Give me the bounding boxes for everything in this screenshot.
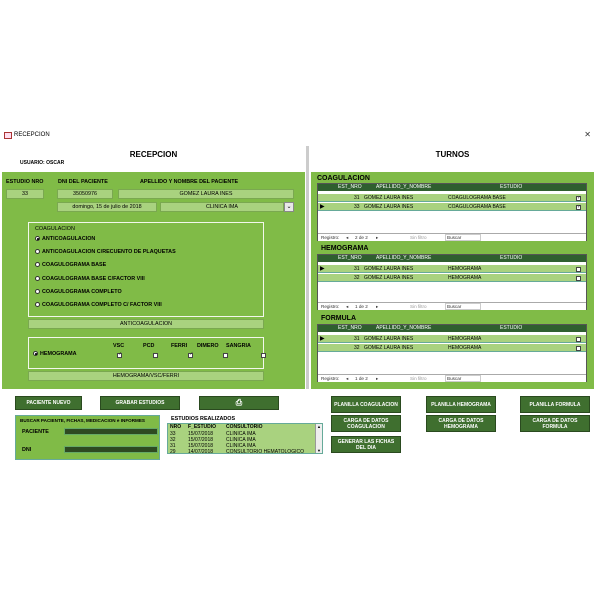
user-value: OSCAR [46, 160, 65, 166]
row-selector-icon: ▶ [320, 336, 325, 342]
dimero-checkbox[interactable] [223, 353, 228, 358]
form-turnos-title: FORMULA [321, 315, 356, 322]
table-row[interactable]: 32 GOMEZ LAURA INES HEMOGRAMA [318, 344, 586, 352]
radio-icon[interactable] [35, 302, 40, 307]
sangria-checkbox[interactable] [261, 353, 266, 358]
option-anticoag-plaquetas[interactable]: ANTICOAGULACION C/RECUENTO DE PLAQUETAS [35, 249, 176, 255]
coagulacion-selected-field: ANTICOAGULACION [28, 319, 264, 329]
row-selector-icon: ▶ [320, 266, 325, 272]
option-anticoagulacion[interactable]: ANTICOAGULACION [35, 236, 95, 242]
hemo-col-sangria: SANGRIA [226, 343, 251, 349]
row-checkbox[interactable] [576, 267, 581, 272]
hemo-grid [317, 254, 587, 310]
form-grid [317, 324, 587, 382]
option-coagulograma-base-fviii[interactable]: COAGULOGRAMA BASE C/FACTOR VIII [35, 276, 145, 282]
left-header [2, 146, 305, 174]
hemograma-summary-field: HEMOGRAMA/VSC/FERRI [28, 371, 264, 381]
user-row [20, 160, 64, 166]
option-coagulograma-completo-fviii[interactable]: COAGULOGRAMA COMPLETO C/ FACTOR VIII [35, 302, 162, 308]
study-no-label: ESTUDIO NRO [6, 179, 44, 185]
carga-hemo-button[interactable]: CARGA DE DATOS HEMOGRAMA [426, 415, 496, 432]
row-selector-icon: ▶ [320, 204, 325, 210]
right-header-title: TURNOS [435, 150, 470, 159]
nav-first-icon[interactable]: ◂ [346, 235, 349, 240]
coag-turnos-title: COAGULACION [317, 175, 370, 182]
patient-search-label: PACIENTE [22, 429, 49, 435]
patient-name-field[interactable]: GOMEZ LAURA INES [118, 189, 294, 199]
table-row[interactable]: 32 GOMEZ LAURA INES HEMOGRAMA [318, 274, 586, 282]
dni-search-input[interactable] [64, 446, 158, 453]
nav-next-icon[interactable]: ▸ [376, 235, 379, 240]
planilla-hemo-button[interactable]: PLANILLA HEMOGRAMA [426, 396, 496, 413]
close-icon[interactable]: ✕ [584, 130, 591, 139]
hemo-col-vsc: VSC [113, 343, 125, 349]
nav-first-icon[interactable]: ◂ [346, 304, 349, 309]
print-icon[interactable]: ⎙ [199, 396, 279, 410]
row-checkbox[interactable] [576, 205, 581, 210]
ferri-checkbox[interactable] [188, 353, 193, 358]
option-coagulograma-base[interactable]: COAGULOGRAMA BASE [35, 262, 106, 268]
nav-first-icon[interactable]: ◂ [346, 376, 349, 381]
hemo-col-ferri: FERRI [171, 343, 188, 349]
studies-scrollbar[interactable] [315, 424, 322, 453]
window-titlebar [4, 130, 595, 144]
chevron-down-icon[interactable]: ⌄ [284, 202, 294, 212]
date-field[interactable]: domingo, 15 de julio de 2018 [57, 202, 157, 212]
radio-icon[interactable] [35, 289, 40, 294]
table-row[interactable]: ▶ 33 GOMEZ LAURA INES COAGULOGRAMA BASE ✓ [318, 203, 586, 211]
hemograma-group [28, 337, 264, 369]
planilla-form-button[interactable]: PLANILLA FORMULA [520, 396, 590, 413]
coagulacion-group [28, 222, 264, 317]
row-checkbox[interactable] [576, 337, 581, 342]
table-row[interactable]: 31 GOMEZ LAURA INES COAGULOGRAMA BASE ✓ [318, 194, 586, 202]
hemo-record-nav[interactable]: Registro: ◂ 1 de 2 ▸ Sin filtro Buscar [318, 302, 586, 310]
radio-icon[interactable] [35, 262, 40, 267]
option-coagulograma-completo[interactable]: COAGULOGRAMA COMPLETO [35, 289, 122, 295]
coag-grid [317, 183, 587, 241]
scroll-up-icon[interactable]: ▲ [317, 424, 321, 429]
studies-title: ESTUDIOS REALIZADOS [171, 416, 236, 422]
pcd-checkbox[interactable] [153, 353, 158, 358]
dni-search-label: DNI [22, 447, 32, 453]
hemo-grid-header: EST_NRO APELLIDO_Y_NOMBRE ESTUDIO [318, 255, 586, 262]
hemo-col-dimero: DIMERO [197, 343, 219, 349]
right-header [311, 146, 594, 174]
left-header-title: RECEPCION [129, 150, 178, 159]
studies-list[interactable]: NRO F_ESTUDIO CONSULTORIO 33 15/07/2018 CLINICA IMA 32 15/07/2018 CLINICA IMA 31 15/07/2018 CLINICA IMA 29 14/07/2018 CONSULTORIO HEMATOLOGICO ▲ ▼ [167, 423, 323, 454]
user-label: USUARIO: [20, 160, 45, 166]
dni-label: DNI DEL PACIENTE [58, 179, 108, 185]
patient-search-input[interactable] [64, 428, 158, 435]
coag-grid-header: EST_NRO APELLIDO_Y_NOMBRE ESTUDIO [318, 184, 586, 191]
coagulacion-group-title: COAGULACION [35, 226, 75, 232]
search-panel-title: BUSCAR PACIENTE, FICHAS, MEDICACION e INFORMES [20, 418, 145, 423]
coag-record-nav[interactable]: Registro: ◂ 2 de 2 ▸ Sin filtro Buscar [318, 233, 586, 241]
study-no-field[interactable]: 33 [6, 189, 44, 199]
generate-sheets-button[interactable]: GENERAR LAS FICHAS DEL DIA [331, 436, 401, 453]
vsc-checkbox[interactable] [117, 353, 122, 358]
scroll-down-icon[interactable]: ▼ [317, 448, 321, 453]
clinic-select[interactable]: CLINICA IMA [160, 202, 284, 212]
radio-icon[interactable] [35, 249, 40, 254]
row-checkbox[interactable] [576, 346, 581, 351]
hemo-turnos-title: HEMOGRAMA [321, 245, 369, 252]
save-studies-button[interactable]: GRABAR ESTUDIOS [100, 396, 180, 410]
form-record-nav[interactable]: Registro: ◂ 1 de 2 ▸ Sin filtro Buscar [318, 374, 586, 382]
window-title: RECEPCION [14, 132, 50, 138]
carga-coag-button[interactable]: CARGA DE DATOS COAGULACION [331, 415, 401, 432]
nav-next-icon[interactable]: ▸ [376, 376, 379, 381]
vertical-divider [306, 146, 309, 389]
turnos-panel [311, 172, 594, 389]
reception-panel [2, 172, 305, 389]
table-row[interactable]: ▶ 31 GOMEZ LAURA INES HEMOGRAMA [318, 265, 586, 273]
planilla-coag-button[interactable]: PLANILLA COAGULACION [331, 396, 401, 413]
table-row[interactable]: ▶ 31 GOMEZ LAURA INES HEMOGRAMA [318, 335, 586, 343]
dni-field[interactable]: 35050976 [57, 189, 113, 199]
row-checkbox[interactable] [576, 276, 581, 281]
search-panel [15, 415, 160, 460]
option-hemograma[interactable]: HEMOGRAMA [33, 351, 77, 357]
form-grid-header: EST_NRO APELLIDO_Y_NOMBRE ESTUDIO [318, 325, 586, 332]
radio-icon[interactable] [33, 351, 38, 356]
hemo-col-pcd: PCD [143, 343, 155, 349]
radio-icon[interactable] [35, 276, 40, 281]
radio-icon[interactable] [35, 236, 40, 241]
nav-next-icon[interactable]: ▸ [376, 304, 379, 309]
carga-form-button[interactable]: CARGA DE DATOS FORMULA [520, 415, 590, 432]
form-icon [4, 132, 12, 139]
patient-name-label: APELLIDO Y NOMBRE DEL PACIENTE [140, 179, 239, 185]
row-checkbox[interactable] [576, 196, 581, 201]
new-patient-button[interactable]: PACIENTE NUEVO [15, 396, 82, 410]
